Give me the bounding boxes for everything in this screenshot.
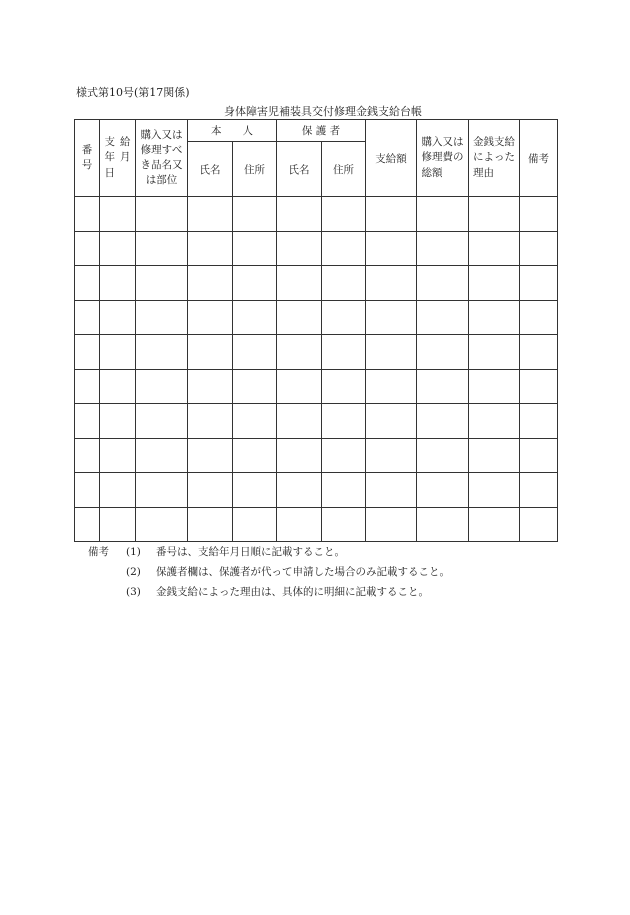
note-text: 金銭支給によった理由は、具体的に明細に記載すること。: [156, 586, 429, 598]
table-cell: [188, 266, 233, 301]
header-item: 購入又は修理すべき品名又は部位: [136, 120, 188, 197]
table-cell: [100, 266, 136, 301]
table-cell: [233, 438, 277, 473]
table-cell: [233, 404, 277, 439]
table-cell: [75, 404, 100, 439]
table-cell: [417, 335, 469, 370]
table-cell: [417, 369, 469, 404]
table-cell: [366, 404, 417, 439]
table-cell: [520, 404, 558, 439]
table-row: [75, 438, 558, 473]
table-cell: [469, 197, 520, 232]
table-cell: [277, 335, 322, 370]
table-cell: [75, 266, 100, 301]
table-cell: [322, 231, 366, 266]
table-cell: [417, 300, 469, 335]
table-cell: [136, 473, 188, 508]
table-cell: [322, 197, 366, 232]
table-cell: [469, 473, 520, 508]
table-cell: [277, 231, 322, 266]
table-cell: [277, 300, 322, 335]
table-cell: [520, 507, 558, 542]
table-cell: [75, 473, 100, 508]
header-self: 本 人: [188, 120, 277, 142]
table-cell: [136, 335, 188, 370]
table-cell: [75, 369, 100, 404]
header-remarks: 備考: [520, 120, 558, 197]
table-cell: [366, 335, 417, 370]
table-cell: [417, 197, 469, 232]
header-payment-date: 支給年月日: [100, 120, 136, 197]
table-row: [75, 335, 558, 370]
table-cell: [100, 231, 136, 266]
table-cell: [188, 438, 233, 473]
table-row: [75, 266, 558, 301]
table-cell: [520, 231, 558, 266]
table-cell: [75, 335, 100, 370]
table-cell: [417, 507, 469, 542]
table-cell: [366, 473, 417, 508]
table-cell: [322, 404, 366, 439]
note-text: 番号は、支給年月日順に記載すること。: [156, 546, 345, 558]
table-cell: [75, 438, 100, 473]
note-line: [88, 582, 450, 602]
table-cell: [366, 507, 417, 542]
table-cell: [469, 507, 520, 542]
header-total-cost: 購入又は修理費の総額: [417, 120, 469, 197]
table-cell: [136, 507, 188, 542]
table-cell: [100, 335, 136, 370]
page-title: 身体障害児補装具交付修理金銭支給台帳: [224, 105, 422, 118]
table-cell: [366, 300, 417, 335]
table-cell: [188, 231, 233, 266]
table-cell: [233, 369, 277, 404]
note-number: (1): [126, 546, 141, 558]
table-cell: [100, 404, 136, 439]
header-number: 番号: [75, 120, 100, 197]
table-cell: [100, 507, 136, 542]
table-row: [75, 404, 558, 439]
table-cell: [233, 266, 277, 301]
table-cell: [100, 473, 136, 508]
table-cell: [233, 231, 277, 266]
table-cell: [322, 507, 366, 542]
table-cell: [136, 231, 188, 266]
table-row: [75, 300, 558, 335]
note-line: [88, 542, 450, 562]
table-cell: [366, 231, 417, 266]
notes: [88, 542, 450, 602]
table-cell: [233, 197, 277, 232]
table-cell: [188, 404, 233, 439]
header-reason: 金銭支給によった理由: [469, 120, 520, 197]
table-cell: [233, 507, 277, 542]
table-cell: [188, 300, 233, 335]
table-cell: [520, 369, 558, 404]
table-cell: [469, 335, 520, 370]
table-cell: [520, 197, 558, 232]
table-row: [75, 197, 558, 232]
table-row: [75, 369, 558, 404]
table-cell: [188, 473, 233, 508]
table-cell: [417, 266, 469, 301]
table-cell: [233, 473, 277, 508]
table-cell: [417, 231, 469, 266]
note-number: (2): [126, 566, 141, 578]
table-cell: [366, 197, 417, 232]
table-cell: [520, 473, 558, 508]
table-cell: [277, 369, 322, 404]
table-cell: [188, 507, 233, 542]
table-cell: [322, 300, 366, 335]
table-cell: [188, 369, 233, 404]
header-guardian: 保 護 者: [277, 120, 366, 142]
table-row: [75, 231, 558, 266]
header-guardian-name: 氏名: [277, 142, 322, 197]
table-row: [75, 473, 558, 508]
table-cell: [136, 266, 188, 301]
table-cell: [136, 197, 188, 232]
table-cell: [469, 404, 520, 439]
table-cell: [277, 507, 322, 542]
notes-label: 備考: [88, 546, 109, 558]
table-cell: [322, 335, 366, 370]
table-row: [75, 507, 558, 542]
table-cell: [188, 335, 233, 370]
ledger-table: [74, 119, 558, 542]
table-cell: [366, 266, 417, 301]
note-text: 保護者欄は、保護者が代って申請した場合のみ記載すること。: [156, 566, 450, 578]
header-payment-amount: 支給額: [366, 120, 417, 197]
table-cell: [75, 197, 100, 232]
note-number: (3): [126, 586, 141, 598]
header-self-name: 氏名: [188, 142, 233, 197]
table-cell: [469, 369, 520, 404]
table-cell: [277, 473, 322, 508]
table-cell: [100, 369, 136, 404]
table-cell: [277, 438, 322, 473]
table-cell: [469, 438, 520, 473]
table-cell: [469, 266, 520, 301]
table-cell: [277, 404, 322, 439]
table-cell: [520, 266, 558, 301]
table-cell: [322, 438, 366, 473]
table-cell: [136, 369, 188, 404]
table-cell: [322, 369, 366, 404]
table-cell: [75, 231, 100, 266]
table-cell: [136, 300, 188, 335]
table-cell: [520, 300, 558, 335]
table-cell: [100, 438, 136, 473]
table-cell: [469, 231, 520, 266]
form-number: 様式第10号(第17関係): [76, 86, 190, 99]
table-cell: [520, 438, 558, 473]
table-cell: [366, 369, 417, 404]
table-cell: [322, 266, 366, 301]
table-cell: [322, 473, 366, 508]
table-cell: [100, 300, 136, 335]
table-cell: [75, 300, 100, 335]
table-cell: [277, 266, 322, 301]
table-cell: [136, 404, 188, 439]
table-cell: [188, 197, 233, 232]
table-cell: [233, 300, 277, 335]
note-line: [88, 562, 450, 582]
table-cell: [136, 438, 188, 473]
table-cell: [520, 335, 558, 370]
header-guardian-address: 住所: [322, 142, 366, 197]
table-cell: [100, 197, 136, 232]
table-cell: [417, 438, 469, 473]
header-self-address: 住所: [233, 142, 277, 197]
table-cell: [277, 197, 322, 232]
table-cell: [417, 404, 469, 439]
table-cell: [417, 473, 469, 508]
table-cell: [233, 335, 277, 370]
table-cell: [366, 438, 417, 473]
table-cell: [75, 507, 100, 542]
table-cell: [469, 300, 520, 335]
